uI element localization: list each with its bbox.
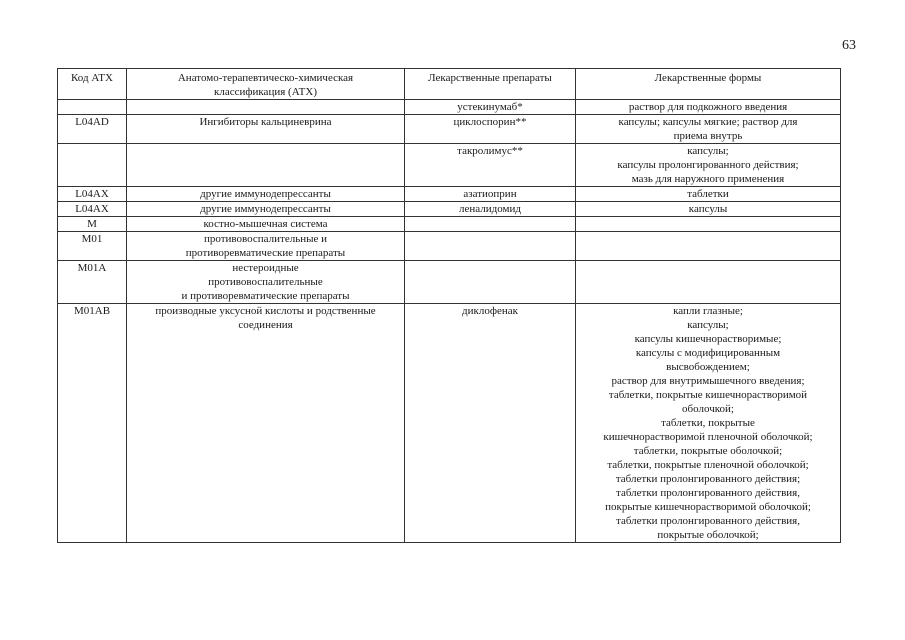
atc-code-cell: L04AX [58,202,127,217]
atc-class-cell: Ингибиторы кальциневрина [127,115,405,144]
dosage-forms-cell [576,232,841,261]
atc-class-cell: нестероидные противовоспалительные и противоревматические препараты [127,261,405,304]
atc-class-cell: производные уксусной кислоты и родственные соединения [127,304,405,543]
atc-code-cell [58,144,127,187]
dosage-forms-cell [576,261,841,304]
atc-class-cell: другие иммунодепрессанты [127,202,405,217]
drug-cell: такролимус** [405,144,576,187]
drug-cell [405,261,576,304]
dosage-forms-cell: таблетки [576,187,841,202]
drug-cell: диклофенак [405,304,576,543]
dosage-forms-cell: капсулы; капсулы пролонгированного действия; мазь для наружного применения [576,144,841,187]
table-row [58,202,841,217]
header-atc-classification: Анатомо-терапевтическо-химическая классификация (АТХ) [127,69,405,100]
table-row [58,217,841,232]
atc-code-cell: M01A [58,261,127,304]
atc-code-cell: L04AD [58,115,127,144]
atc-class-cell [127,100,405,115]
drug-cell: леналидомид [405,202,576,217]
atc-class-cell: костно-мышечная система [127,217,405,232]
dosage-forms-cell: капсулы [576,202,841,217]
drug-cell [405,232,576,261]
atc-class-cell [127,144,405,187]
table-row [58,187,841,202]
dosage-forms-cell: капсулы; капсулы мягкие; раствор для приема внутрь [576,115,841,144]
table-row [58,115,841,144]
drug-cell [405,217,576,232]
page-number: 63 [842,38,856,53]
atc-code-cell: M [58,217,127,232]
atc-class-cell: противовоспалительные и противоревматические препараты [127,232,405,261]
header-drugs: Лекарственные препараты [405,69,576,100]
drug-cell: азатиоприн [405,187,576,202]
dosage-forms-cell: раствор для подкожного введения [576,100,841,115]
atc-table [57,68,841,543]
table-row [58,232,841,261]
atc-code-cell [58,100,127,115]
table-row [58,304,841,543]
atc-code-cell: M01AB [58,304,127,543]
header-dosage-forms: Лекарственные формы [576,69,841,100]
dosage-forms-cell: капли глазные; капсулы; капсулы кишечнорастворимые; капсулы с модифицированным высвобождением; раствор для внутримышечного введения; таблетки, покрытые кишечнорастворимой оболочкой; таблетки, покрытые кишечнорастворимой пленочной оболочкой; таблетки, покрытые оболочкой; таблетки, покрытые пленочной оболочкой; таблетки пролонгированного действия; таблетки пролонгированного действия, покрытые кишечнорастворимой оболочкой; таблетки пролонгированного действия, покрытые оболочкой; [576,304,841,543]
table-header-row [58,69,841,100]
dosage-forms-cell [576,217,841,232]
header-atc-code: Код АТХ [58,69,127,100]
table-row [58,261,841,304]
atc-class-cell: другие иммунодепрессанты [127,187,405,202]
table-row [58,144,841,187]
table-row [58,100,841,115]
drug-cell: циклоспорин** [405,115,576,144]
drug-cell: устекинумаб* [405,100,576,115]
atc-code-cell: L04AX [58,187,127,202]
atc-code-cell: M01 [58,232,127,261]
